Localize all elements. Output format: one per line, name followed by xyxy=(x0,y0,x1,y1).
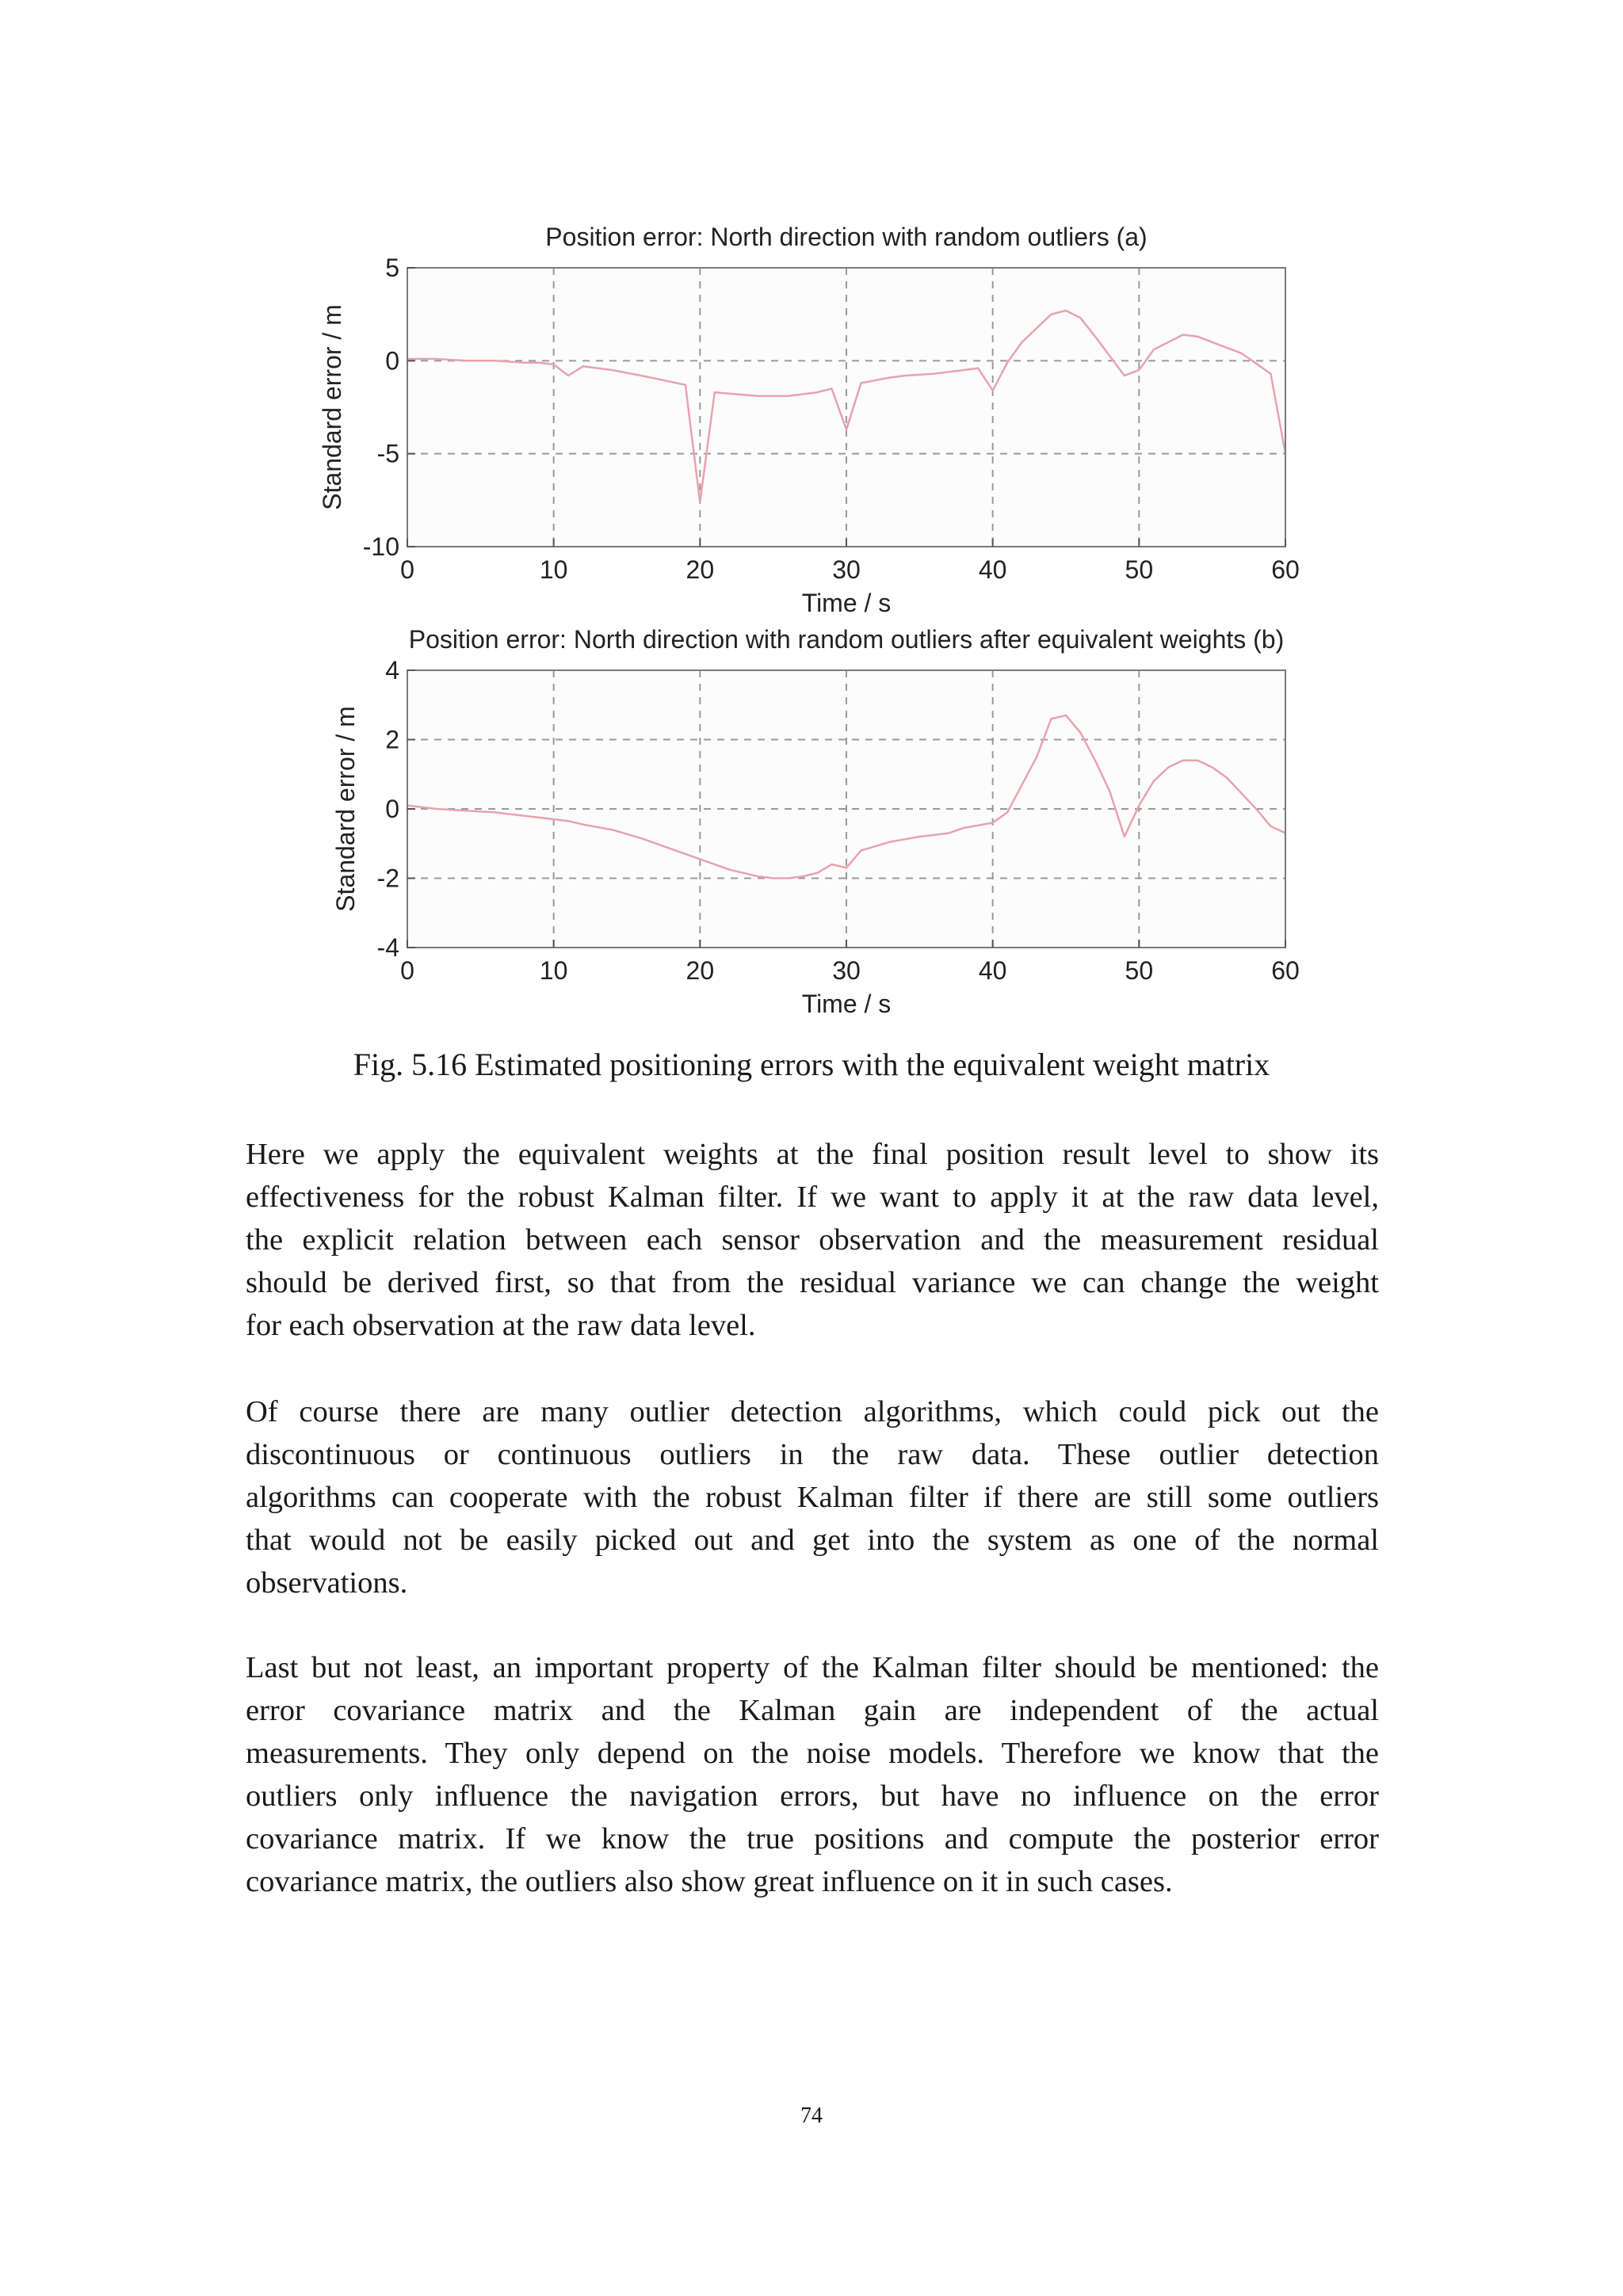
y-tick-label: 4 xyxy=(385,656,399,685)
text-line: Of course there are many outlier detection algorithms, which could pick out the xyxy=(246,1395,1379,1428)
chart-a xyxy=(318,223,1300,617)
page-number: 74 xyxy=(800,2103,823,2128)
y-tick-label: -5 xyxy=(376,439,399,468)
text-line: Last but not least, an important property of the Kalman filter should be mentioned: the xyxy=(246,1651,1379,1684)
x-tick-label: 50 xyxy=(1125,555,1154,584)
paragraph-1 xyxy=(246,1133,1379,1347)
x-axis-label: Time / s xyxy=(801,589,892,617)
paragraph-2 xyxy=(246,1390,1379,1604)
x-tick-label: 40 xyxy=(978,956,1007,985)
x-axis-label: Time / s xyxy=(801,990,892,1018)
x-tick-label: 0 xyxy=(400,555,414,584)
text-line: observations. xyxy=(246,1566,408,1600)
x-tick-label: 20 xyxy=(685,555,715,584)
x-tick-label: 50 xyxy=(1125,956,1154,985)
text-line: covariance matrix. If we know the true positions and compute the posterior error xyxy=(246,1822,1379,1855)
text-line: for each observation at the raw data level. xyxy=(246,1309,756,1342)
text-line: measurements. They only depend on the noise models. Therefore we know that the xyxy=(246,1737,1379,1770)
paragraph-3 xyxy=(246,1646,1379,1903)
figure-5-16 xyxy=(0,0,1623,1038)
x-tick-label: 60 xyxy=(1271,555,1300,584)
figure-caption: Fig. 5.16 Estimated positioning errors with the equivalent weight matrix xyxy=(353,1047,1270,1082)
text-line: algorithms can cooperate with the robust Kalman filter if there are still some outliers xyxy=(246,1481,1379,1514)
y-axis-label: Standard error / m xyxy=(331,706,360,912)
x-tick-label: 0 xyxy=(400,956,414,985)
x-tick-label: 20 xyxy=(685,956,715,985)
x-tick-label: 30 xyxy=(832,555,861,584)
text-line: error covariance matrix and the Kalman gain are independent of the actual xyxy=(246,1694,1379,1727)
y-tick-label: -10 xyxy=(362,532,399,561)
text-line: should be derived first, so that from the residual variance we can change the weight xyxy=(246,1266,1379,1299)
y-tick-label: 0 xyxy=(385,346,399,376)
x-tick-label: 60 xyxy=(1271,956,1300,985)
y-axis-label: Standard error / m xyxy=(318,304,346,510)
chart-title: Position error: North direction with random outliers after equivalent weights (b) xyxy=(408,625,1285,654)
chart-b xyxy=(331,625,1300,1018)
text-line: that would not be easily picked out and get into the system as one of the normal xyxy=(246,1524,1379,1557)
text-line: outliers only influence the navigation errors, but have no influence on the error xyxy=(246,1779,1379,1813)
x-tick-label: 10 xyxy=(539,555,568,584)
text-line: Here we apply the equivalent weights at the final position result level to show its xyxy=(246,1138,1379,1171)
y-tick-label: 2 xyxy=(385,725,399,754)
text-line: the explicit relation between each sensor observation and the measurement residual xyxy=(246,1223,1379,1257)
x-tick-label: 10 xyxy=(539,956,568,985)
y-tick-label: -2 xyxy=(376,864,399,893)
text-line: discontinuous or continuous outliers in the raw data. These outlier detection xyxy=(246,1438,1379,1471)
text-line: effectiveness for the robust Kalman filter. If we want to apply it at the raw data level, xyxy=(246,1180,1379,1214)
y-tick-label: -4 xyxy=(376,933,399,962)
y-tick-label: 0 xyxy=(385,795,399,823)
x-tick-label: 40 xyxy=(978,555,1007,584)
chart-title: Position error: North direction with random outliers (a) xyxy=(545,223,1148,251)
text-line: covariance matrix, the outliers also show great influence on it in such cases. xyxy=(246,1865,1173,1898)
x-tick-label: 30 xyxy=(832,956,861,985)
y-tick-label: 5 xyxy=(385,254,399,282)
